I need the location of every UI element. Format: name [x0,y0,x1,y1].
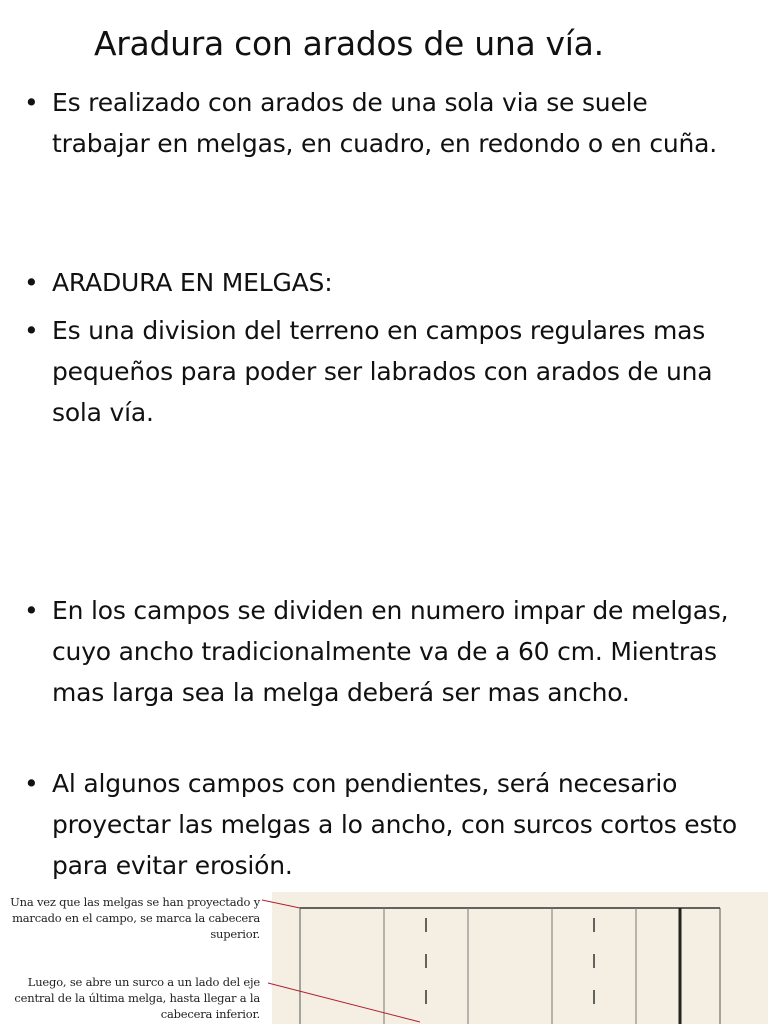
bullet-dot: • [24,88,39,117]
field-diagram [0,888,768,1024]
bullet-dot: • [24,769,39,798]
figure-caption-upper-headland: Una vez que las melgas se han proyectado y marcado en el campo, se marca la cabecera superior. [10,895,260,941]
bullet-item-1 [24,82,744,164]
bullet-text: En los campos se dividen en numero impar de melgas, cuyo ancho tradicionalmente va de a 60 cm. Mientras mas larga sea la melga deberá ser mas ancho. [52,596,729,707]
caption-pointer-2 [268,983,420,1022]
bullet-item-4 [24,590,744,713]
bullet-dot: • [24,316,39,345]
bullet-text: ARADURA EN MELGAS: [52,268,333,297]
bullet-item-5 [24,763,744,886]
bullet-item-2 [24,262,744,303]
caption-pointer-1 [262,900,300,908]
bullet-dot: • [24,268,39,297]
bullet-item-3 [24,310,744,433]
bullet-text: Al algunos campos con pendientes, será necesario proyectar las melgas a lo ancho, con surcos cortos esto para evitar erosión. [52,769,737,880]
melgas-figure [0,888,768,1024]
figure-caption-furrow: Luego, se abre un surco a un lado del eje central de la última melga, hasta llegar a la cabecera inferior. [14,975,260,1021]
bullet-text: Es realizado con arados de una sola via se suele trabajar en melgas, en cuadro, en redondo o en cuña. [52,88,718,158]
bullet-dot: • [24,596,39,625]
slide-title: Aradura con arados de una vía. [94,24,604,63]
bullet-text: Es una division del terreno en campos regulares mas pequeños para poder ser labrados con arados de una sola vía. [52,316,713,427]
